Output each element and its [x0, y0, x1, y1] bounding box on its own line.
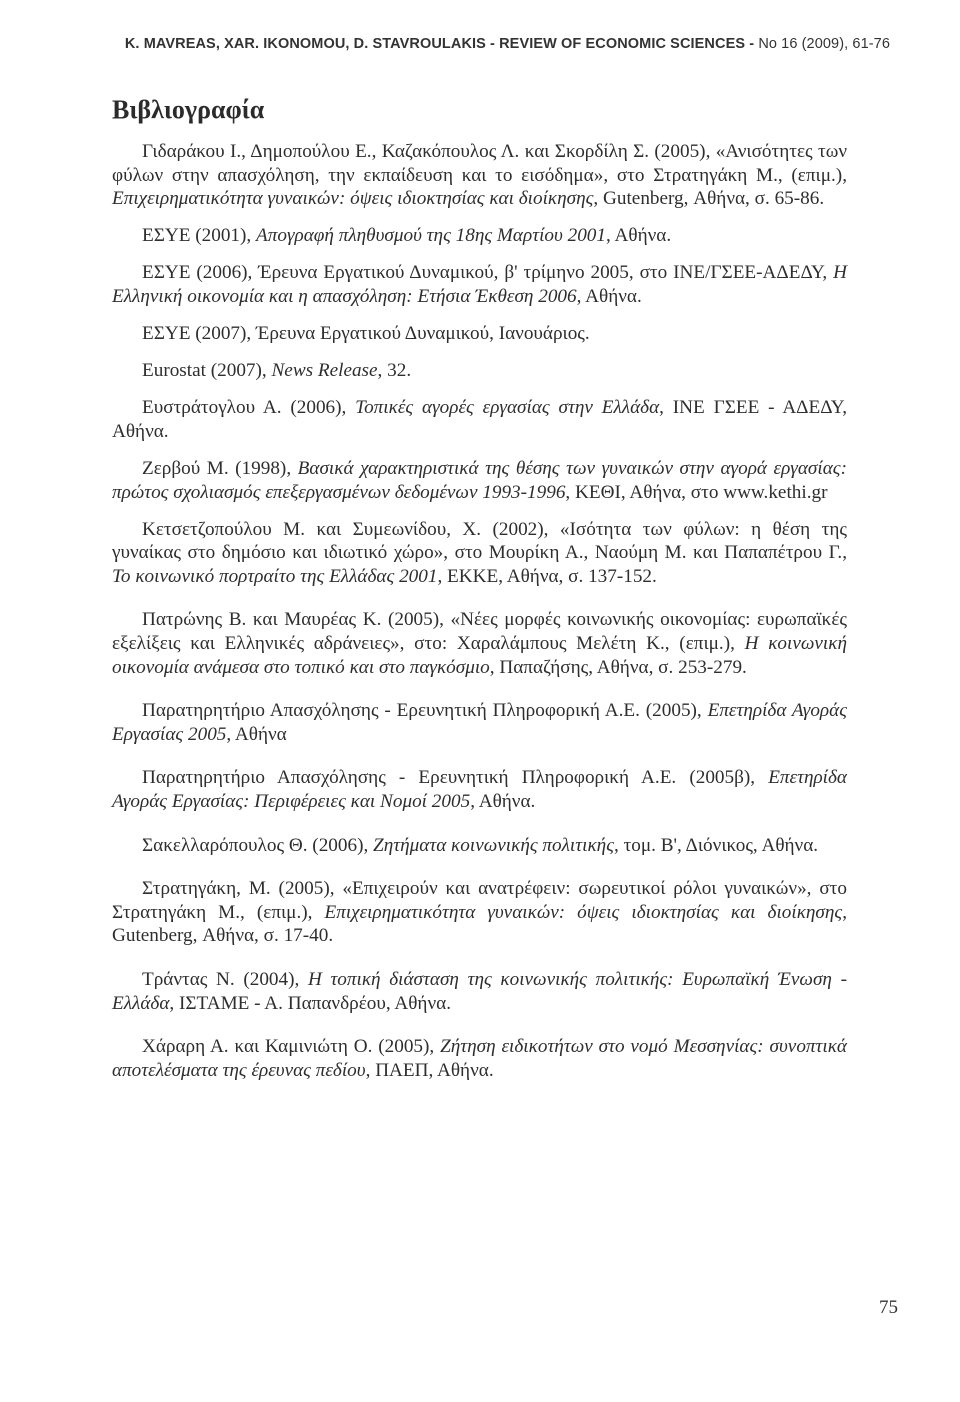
reference-item: Παρατηρητήριο Απασχόλησης - Ερευνητική Πληροφορική Α.Ε. (2005β), Επετηρίδα Αγοράς Εργασίας: Περιφέρειες και Νομοί 2005, Αθήνα. — [112, 767, 847, 812]
reference-item: Ευστράτογλου Α. (2006), Τοπικές αγορές εργασίας στην Ελλάδα, ΙΝΕ ΓΣΕΕ - ΑΔΕΔΥ, Αθήνα. — [112, 397, 847, 442]
header-issue: No 16 (2009), 61-76 — [758, 36, 890, 52]
reference-item: ΕΣΥΕ (2006), Έρευνα Εργατικού Δυναμικού, β' τρίμηνο 2005, στο ΙΝΕ/ΓΣΕΕ-ΑΔΕΔΥ, Η Ελληνική οικονομία και η απασχόληση: Ετήσια Έκθεση 2006, Αθήνα. — [112, 262, 847, 307]
reference-item: Παρατηρητήριο Απασχόλησης - Ερευνητική Πληροφορική Α.Ε. (2005), Επετηρίδα Αγοράς Εργασίας 2005, Αθήνα — [112, 700, 847, 745]
reference-item: Στρατηγάκη, Μ. (2005), «Επιχειρούν και ανατρέφειν: σωρευτικοί ρόλοι γυναικών», στο Στρατηγάκη Μ., (επιμ.), Επιχειρηματικότητα γυναικών: όψεις ιδιοκτησίας και διοίκησης, Gutenberg, Αθήνα, σ. 17-40. — [112, 878, 847, 947]
reference-item: Eurostat (2007), News Release, 32. — [142, 360, 412, 382]
page-number: 75 — [879, 1297, 898, 1318]
reference-item: Σακελλαρόπουλος Θ. (2006), Ζητήματα κοινωνικής πολιτικής, τομ. Β', Διόνικος, Αθήνα. — [142, 834, 819, 856]
running-header — [0, 36, 890, 52]
header-authors-journal: K. MAVREAS, XAR. IKONOMOU, D. STAVROULAKIS - REVIEW OF ECONOMIC SCIENCES - — [124, 36, 759, 52]
reference-item: Γιδαράκου Ι., Δημοπούλου Ε., Καζακόπουλος Λ. και Σκορδίλη Σ. (2005), «Ανισότητες των φύλων στην απασχόληση, την εκπαίδευση και το εισόδημα», στο Στρατηγάκη Μ., (επιμ.), Επιχειρηματικότητα γυναικών: όψεις ιδιοκτησίας και διοίκησης, Gutenberg, Αθήνα, σ. 65-86. — [112, 141, 847, 210]
section-title: Βιβλιογραφία — [112, 95, 265, 124]
reference-item: Πατρώνης Β. και Μαυρέας Κ. (2005), «Νέες μορφές κοινωνικής οικονομίας: ευρωπαϊκές εξελίξεις και Ελληνικές αδράνειες», στο: Χαραλάμπους Μελέτη Κ., (επιμ.), Η κοινωνική οικονομία ανάμεσα στο τοπικό και στο παγκόσμιο, Παπαζήσης, Αθήνα, σ. 253-279. — [112, 609, 847, 678]
reference-item: Κετσετζοπούλου Μ. και Συμεωνίδου, Χ. (2002), «Ισότητα των φύλων: η θέση της γυναίκας στο δημόσιο και ιδιωτικό χώρο», στο Μουρίκη Α., Ναούμη Μ. και Παπαπέτρου Γ., Το κοινωνικό πορτραίτο της Ελλάδας 2001, ΕΚΚΕ, Αθήνα, σ. 137-152. — [112, 518, 847, 587]
reference-item: ΕΣΥΕ (2001), Απογραφή πληθυσμού της 18ης Μαρτίου 2001, Αθήνα. — [142, 225, 672, 247]
reference-list — [112, 140, 847, 1096]
reference-item: Τράντας Ν. (2004), Η τοπική διάσταση της κοινωνικής πολιτικής: Ευρωπαϊκή Ένωση - Ελλάδα, ΙΣΤΑΜΕ - Α. Παπανδρέου, Αθήνα. — [112, 968, 847, 1014]
reference-item: ΕΣΥΕ (2007), Έρευνα Εργατικού Δυναμικού, Ιανουάριος. — [142, 323, 590, 345]
reference-item: Χάραρη Α. και Καμινιώτη Ο. (2005), Ζήτηση ειδικοτήτων στο νομό Μεσσηνίας: συνοπτικά αποτελέσματα της έρευνας πεδίου, ΠΑΕΠ, Αθήνα. — [112, 1036, 848, 1081]
reference-item: Ζερβού Μ. (1998), Βασικά χαρακτηριστικά της θέσης των γυναικών στην αγορά εργασίας: πρώτος σχολιασμός επεξεργασμένων δεδομένων 1993-1996, ΚΕΘΙ, Αθήνα, στο www.kethi.gr — [112, 457, 847, 503]
